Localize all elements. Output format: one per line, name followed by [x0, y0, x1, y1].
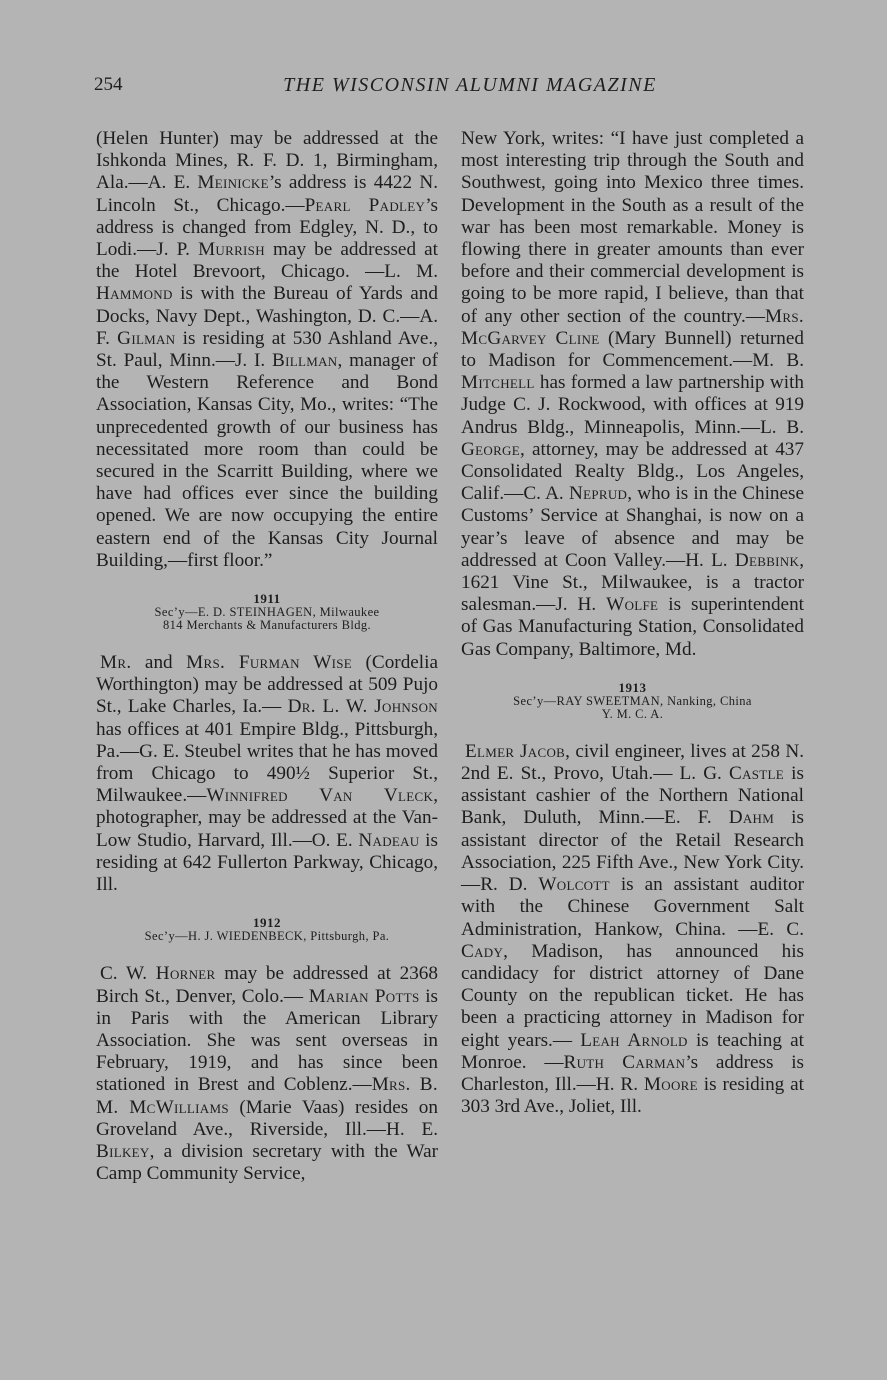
person-name: Wolcott — [538, 874, 610, 896]
text-run: ’s address is 4422 N. Lincoln St., Chicago.— — [96, 172, 439, 216]
class-year: 1911 — [253, 591, 281, 607]
text-run: , attorney, may be addressed at 437 Consolidated Realty Bldg., Los Angeles, Calif.—C. A. — [461, 438, 804, 505]
text-run: is with the Bureau of Yards and Docks, Navy Dept., Washington, D. C.—A. F. — [96, 283, 438, 349]
class-secretary: Sec’y—E. D. STEINHAGEN, Milwaukee — [154, 605, 380, 620]
notes-paragraph — [96, 963, 438, 1185]
person-name: Neprud — [568, 483, 628, 505]
person-name: Pearl Padley — [304, 194, 426, 216]
running-title: THE WISCONSIN ALUMNI MAGAZINE — [283, 74, 657, 96]
notes-paragraph — [461, 128, 804, 661]
text-run: is superintendent of Gas Manufacturing Station, Consolidated Gas Company, Baltimore, Md. — [461, 594, 804, 660]
text-run: has offices at 401 Empire Bldg., Pittsburgh, Pa.—G. E. Steubel writes that he has moved from Chicago to 490½ Superior St., Milwaukee.— — [96, 718, 438, 807]
text-run: , photographer, may be addressed at the Van-Low Studio, Harvard, Ill.—O. E. — [96, 785, 438, 851]
text-run: (Mary Bunnell) returned to Madison for Commencement.—M. B. — [461, 327, 804, 372]
notes-paragraph — [96, 128, 438, 572]
person-name: George — [461, 438, 520, 460]
class-secretary-address: 814 Merchants & Manufacturers Bldg. — [162, 618, 372, 633]
person-name: Leah Arnold — [580, 1029, 688, 1051]
class-year: 1913 — [618, 679, 647, 695]
person-name: Ruth Carman — [563, 1051, 686, 1073]
class-secretary-address: Y. M. C. A. — [601, 706, 664, 721]
page-number: 254 — [94, 74, 123, 95]
text-run: may be addressed at the Hotel Brevoort, Chicago. —L. M. — [96, 239, 439, 283]
right-column — [461, 128, 804, 1118]
person-name: Murrish — [198, 239, 265, 261]
person-name: Nadeau — [358, 829, 420, 851]
text-run: , Madison, has announced his candidacy for district attorney of Dane County on the republican ticket. He has been a practicing attorney in Madison for eight years.— — [461, 940, 804, 1051]
text-run: has formed a law partnership with Judge C. J. Rockwood, with offices at 919 Andrus Bldg., Minneapolis, Minn.—L. B. — [461, 372, 804, 438]
person-name: Cady — [461, 940, 504, 962]
person-name: Marian Potts — [308, 985, 420, 1007]
text-run: ’s address is Charleston, Ill.—H. R. — [461, 1051, 805, 1095]
person-name: Mrs. B. M. McWilliams — [96, 1074, 438, 1118]
person-name: Hammond — [96, 283, 173, 305]
text-run: is residing at 303 3rd Ave., Joliet, Ill. — [461, 1073, 805, 1118]
person-name: Dahm — [728, 807, 775, 829]
person-name: Bilkey — [96, 1140, 150, 1162]
person-name: Debbink — [734, 549, 800, 571]
person-name: Horner — [155, 963, 216, 985]
person-name: Wolfe — [606, 594, 659, 616]
text-run: is an assistant auditor with the Chinese Government Salt Administration, Hankow, China. —E. C. — [461, 874, 805, 940]
class-1913-heading — [461, 681, 804, 721]
class-secretary: Sec’y—RAY SWEETMAN, Nanking, China — [513, 693, 752, 708]
text-run: is assistant cashier of the Northern National Bank, Duluth, Minn.—E. F. — [461, 763, 804, 829]
page-header — [94, 74, 806, 104]
text-run: is assistant director of the Retail Research Association, 225 Fifth Ave., New York City. —R. D. — [461, 807, 804, 896]
person-name: Moore — [643, 1073, 698, 1095]
notes-paragraph — [96, 652, 438, 896]
text-run: (Marie Vaas) resides on Groveland Ave., Riverside, Ill.—H. E. — [96, 1096, 438, 1140]
text-run: is teaching at Monroe. — — [461, 1029, 804, 1073]
text-run: may be addressed at 2368 Birch St., Denver, Colo.— — [96, 963, 438, 1007]
text-run: (Cordelia Worthington) may be addressed at 509 Pujo St., Lake Charles, Ia.— — [96, 652, 438, 718]
text-run: is residing at 530 Ashland Ave., St. Paul, Minn.—J. I. — [96, 327, 438, 372]
left-column — [96, 128, 438, 1185]
person-name: Winnifred Van Vleck — [206, 785, 434, 807]
person-name: Castle — [728, 763, 785, 785]
person-name: Mrs. McGarvey Cline — [461, 305, 804, 349]
text-run: and — [131, 652, 187, 674]
text-run: , who is in the Chinese Customs’ Service at Shanghai, is now on a year’s leave of absence and may be addressed at Coon Valley.—H. L. — [461, 483, 804, 571]
notes-paragraph — [461, 741, 804, 1118]
text-run: New York, writes: “I have just completed a most interesting trip through the South and Southwest, going into Mexico three times. Development in the South as a result of the war has been most remarkable. Money is flowing there in greater amounts than ever before and their commercial development is going to be more rapid, I believe, than that of any other section of the country.— — [461, 128, 804, 327]
text-run: C. W. — [100, 963, 156, 985]
text-run: is in Paris with the American Library Association. She was sent overseas in February, 1919, and has since been stationed in Brest and Coblenz.— — [96, 985, 438, 1096]
class-1912-heading — [96, 916, 438, 943]
person-name: Elmer Jacob — [465, 740, 566, 762]
text-run: , civil engineer, lives at 258 N. 2nd E. St., Provo, Utah.— L. G. — [461, 740, 805, 785]
text-run: (Helen Hunter) may be addressed at the Ishkonda Mines, R. F. D. 1, Birmingham, Ala.—A. E. — [96, 128, 438, 194]
person-name: Dr. L. W. Johnson — [287, 696, 438, 718]
person-name: Mr. — [100, 652, 132, 674]
text-run: ’s address is changed from Edgley, N. D., to Lodi.—J. P. — [96, 194, 439, 261]
class-year: 1912 — [253, 915, 281, 931]
text-run: , 1621 Vine St., Milwaukee, is a tractor salesman.—J. H. — [461, 549, 804, 616]
text-run: is residing at 642 Fullerton Parkway, Chicago, Ill. — [96, 829, 438, 896]
person-name: Billman — [272, 350, 338, 372]
class-1911-heading — [96, 592, 438, 632]
person-name: Gilman — [117, 327, 176, 349]
person-name: Mrs. Furman Wise — [186, 652, 353, 674]
person-name: Meinicke — [197, 172, 269, 194]
class-secretary: Sec’y—H. J. WIEDENBECK, Pittsburgh, Pa. — [144, 929, 390, 944]
text-run: , manager of the Western Reference and Bond Association, Kansas City, Mo., writes: “The unprecedented growth of our business has necessitated more room than could be secured in the Scarritt Building, where we have had offices ever since the building opened. We are now occupying the entire eastern end of the Kansas City Journal Building,—first floor.” — [96, 350, 438, 571]
text-run: , a division secretary with the War Camp Community Service, — [96, 1140, 438, 1185]
person-name: Mitchell — [461, 372, 535, 394]
